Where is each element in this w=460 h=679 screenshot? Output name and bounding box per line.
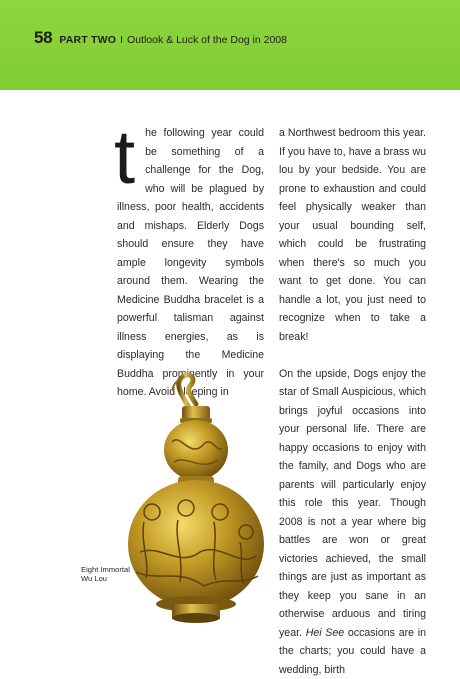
left-column (117, 124, 264, 402)
caption-line-1: Eight Immortal (81, 565, 130, 574)
left-paragraph: he following year could be something of a challenge for the Dog, who will be plagued by illness, poor health, accidents and mishaps. Elderly Dogs should ensure they have ample longevity symbols around them. Wearing the Medicine Buddha bracelet is a powerful talisman against illness energies, as is displaying the Medicine Buddha prominently in your home. Avoid sleeping in (117, 124, 264, 402)
drop-cap: t (114, 128, 135, 198)
header-separator: I (120, 34, 123, 46)
page-number: 58 (34, 28, 52, 48)
right-paragraph-1: a Northwest bedroom this year. If you have to, have a brass wu lou by your bedside. You are prone to exhaustion and could feel physically weaker than your usual bounding self, which could be frustrating when there's so much you want to get done. You can handle a lot, you just need to recognize when to take a break! (279, 124, 426, 346)
chapter-subtitle: Outlook & Luck of the Dog in 2008 (127, 34, 287, 46)
running-header (34, 28, 287, 48)
hei-see-term: Hei See (306, 627, 344, 639)
right-paragraph-2 (279, 365, 426, 679)
wu-lou-photo (100, 372, 285, 632)
right-paragraph-2-end: occasions are in the charts; you could have a wedding, birth (279, 627, 426, 676)
right-column (279, 124, 426, 679)
part-label: PART TWO (59, 34, 116, 46)
figure-caption (81, 565, 130, 583)
caption-line-2: Wu Lou (81, 574, 130, 583)
right-paragraph-2-text: On the upside, Dogs enjoy the star of Small Auspicious, which brings joyful occasions into your personal life. There are happy occasions to enjoy with the family, and Dogs who are parents will particularly enjoy this role this year. Though 2008 is not a year where big battles are won or great victories achieved, the small things are just as important as they keep you sane in an otherwise arduous and tiring year. (279, 368, 426, 639)
